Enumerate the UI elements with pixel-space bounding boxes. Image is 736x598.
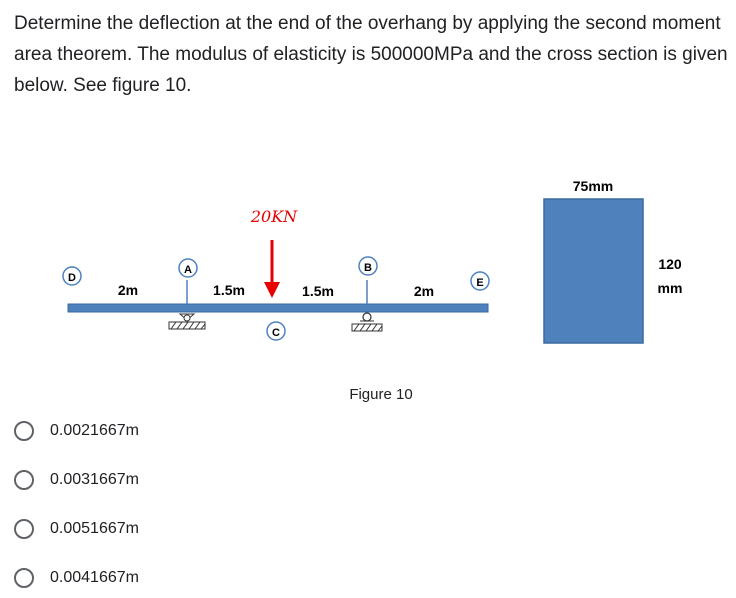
question-text: Determine the deflection at the end of the overhang by applying the second moment area theorem. The modulus of elasticity is 500000MPa and the cross section is given below. See figure 10. <box>14 13 728 96</box>
cross-section <box>544 199 643 343</box>
beam <box>68 304 488 312</box>
section-height-value: 120 <box>658 256 682 272</box>
radio-button-icon[interactable] <box>14 568 34 588</box>
option-1[interactable] <box>14 415 139 447</box>
svg-text:D: D <box>68 272 76 284</box>
figure-caption: Figure 10 <box>349 386 413 403</box>
option-label: 0.0041667m <box>50 569 139 586</box>
radio-button-icon[interactable] <box>14 470 34 490</box>
load-label: 20KN <box>250 207 298 226</box>
node-d <box>63 267 81 285</box>
node-a <box>179 259 197 277</box>
node-b <box>359 257 377 275</box>
svg-text:B: B <box>364 262 372 274</box>
svg-text:C: C <box>272 327 280 339</box>
span-ac-label: 1.5m <box>213 282 245 298</box>
node-c <box>267 322 285 340</box>
load-arrow <box>264 240 280 298</box>
option-label: 0.0021667m <box>50 422 139 439</box>
radio-button-icon[interactable] <box>14 421 34 441</box>
radio-button-icon[interactable] <box>14 519 34 539</box>
span-be-label: 2m <box>413 283 435 299</box>
span-da-label: 2m <box>117 282 139 298</box>
section-height-unit: mm <box>657 280 683 296</box>
svg-text:A: A <box>184 264 192 276</box>
option-3[interactable] <box>14 513 139 545</box>
option-label: 0.0031667m <box>50 471 139 488</box>
span-cb-label: 1.5m <box>302 283 334 299</box>
section-width-label: 75mm <box>572 178 614 194</box>
option-label: 0.0051667m <box>50 520 139 537</box>
option-4[interactable] <box>14 562 139 594</box>
option-2[interactable] <box>14 464 139 496</box>
svg-text:E: E <box>476 277 484 289</box>
node-e <box>471 272 489 290</box>
